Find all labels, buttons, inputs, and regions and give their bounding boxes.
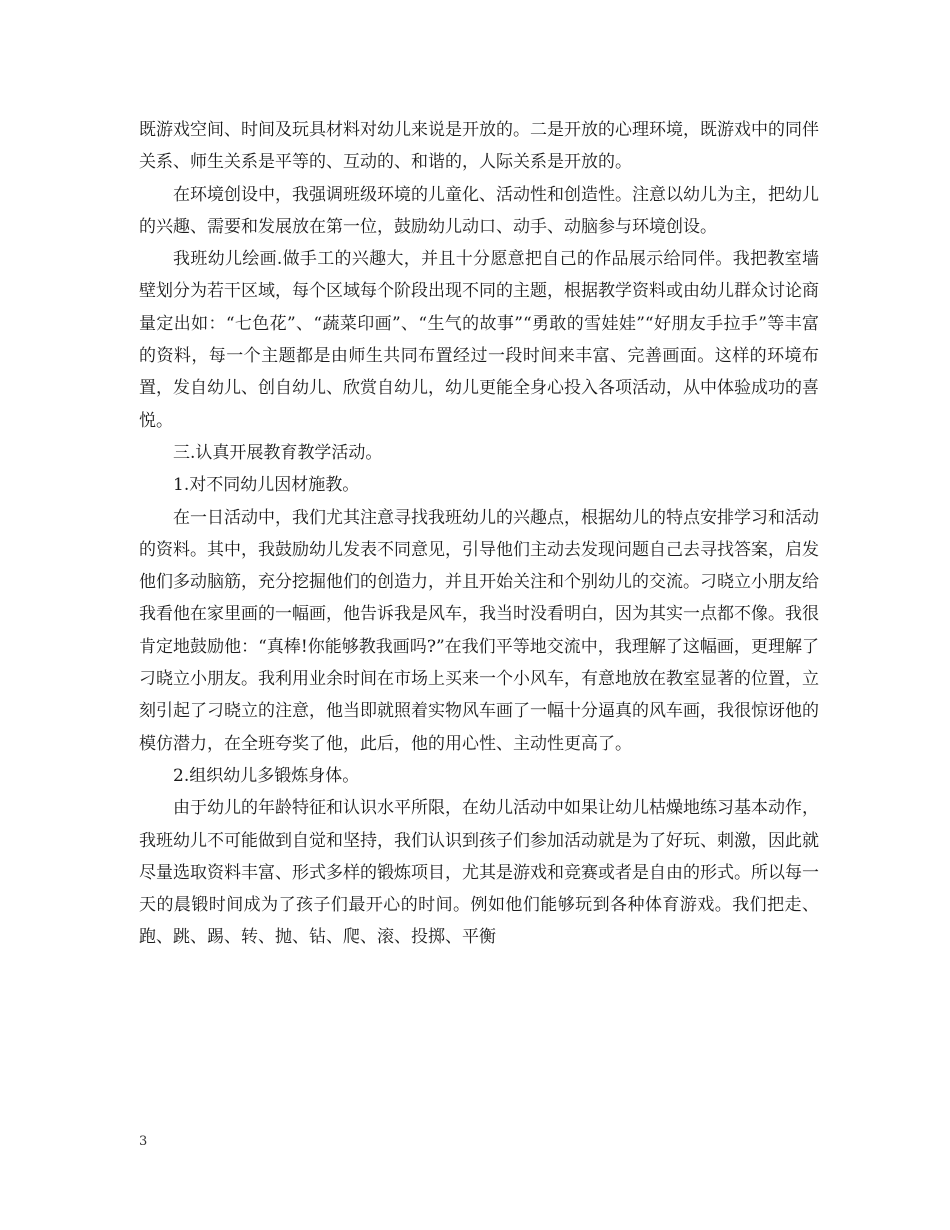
subheading-physical-exercise: 2.组织幼儿多锻炼身体。 <box>173 765 360 786</box>
body-text <box>139 114 819 954</box>
paragraph-wall-display: 我班幼儿绘画.做手工的兴趣大，并且十分愿意把自己的作品展示给同伴。我把教室墙壁划分为若干区域，每个区域每个阶段出现不同的主题，根据教学资料或由幼儿群众讨论商量定出如：“七色花”、“蔬菜印画”、“生气的故事”“勇敢的雪娃娃”“好朋友手拉手”等丰富的资料，每一个主题都是由师生共同布置经过一段时间来丰富、完善画面。这样的环境布置，发自幼儿、创自幼儿、欣赏自幼儿，幼儿更能全身心投入各项活动，从中体验成功的喜悦。 <box>139 249 819 431</box>
subheading-individual-teaching: 1.对不同幼儿因材施教。 <box>173 475 360 496</box>
paragraph-interest-points: 在一日活动中，我们尤其注意寻找我班幼儿的兴趣点，根据幼儿的特点安排学习和活动的资料。其中，我鼓励幼儿发表不同意见，引导他们主动去发现问题自己去寻找答案，启发他们多动脑筋，充分挖掘他们的创造力，并且开始关注和个别幼儿的交流。刁晓立小朋友给我看他在家里画的一幅画，他告诉我是风车，我当时没看明白，因为其实一点都不像。我很肯定地鼓励他：“真棒!你能够教我画吗?”在我们平等地交流中，我理解了这幅画，更理解了刁晓立小朋友。我利用业余时间在市场上买来一个小风车，有意地放在教室显著的位置，立刻引起了刁晓立的注意，他当即就照着实物风车画了一幅十分逼真的风车画，我很惊讶他的模仿潜力，在全班夸奖了他，此后，他的用心性、主动性更高了。 <box>139 507 819 754</box>
paragraph-continuation: 既游戏空间、时间及玩具材料对幼儿来说是开放的。二是开放的心理环境，既游戏中的同伴关系、师生关系是平等的、互动的、和谐的，人际关系是开放的。 <box>139 120 819 173</box>
paragraph-exercise-activities: 由于幼儿的年龄特征和认识水平所限，在幼儿活动中如果让幼儿枯燥地练习基本动作，我班幼儿不可能做到自觉和坚持，我们认识到孩子们参加活动就是为了好玩、刺激，因此就尽量选取资料丰富、形式多样的锻炼项目，尤其是游戏和竞赛或者是自由的形式。所以每一天的晨锻时间成为了孩子们最开心的时间。例如他们能够玩到各种体育游戏。我们把走、跑、跳、踢、转、抛、钻、爬、滚、投掷、平衡 <box>139 798 819 948</box>
page-number: 3 <box>139 1134 148 1149</box>
paragraph-environment-creation: 在环境创设中，我强调班级环境的儿童化、活动性和创造性。注意以幼儿为主，把幼儿的兴趣、需要和发展放在第一位，鼓励幼儿动口、动手、动脑参与环境创设。 <box>139 184 819 237</box>
section-heading-teaching-activities: 三.认真开展教育教学活动。 <box>173 442 383 463</box>
